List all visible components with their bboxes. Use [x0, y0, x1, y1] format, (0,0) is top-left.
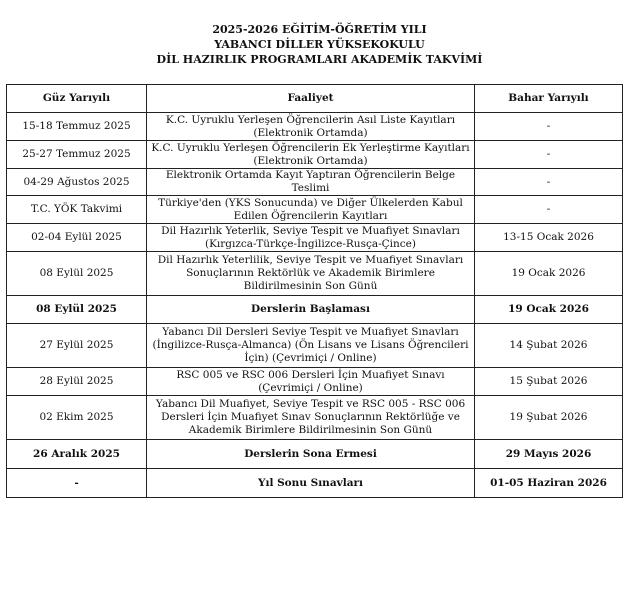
bahar-cell: 01-05 Haziran 2026: [475, 469, 623, 498]
faaliyet-cell: K.C. Uyruklu Yerleşen Öğrencilerin Asıl Liste Kayıtları (Elektronik Ortamda): [147, 113, 475, 141]
guz-cell: 08 Eylül 2025: [7, 296, 147, 324]
faaliyet-cell: Dil Hazırlık Yeterlik, Seviye Tespit ve Muafiyet Sınavları (Kırgızca-Türkçe-İngilizce-Rusça-Çince): [147, 224, 475, 252]
guz-cell: 26 Aralık 2025: [7, 440, 147, 469]
table-row: [7, 469, 623, 498]
faaliyet-cell: Yıl Sonu Sınavları: [147, 469, 475, 498]
academic-calendar-table: [6, 84, 623, 498]
table-row: [7, 196, 623, 224]
column-header-faaliyet: Faaliyet: [147, 85, 475, 113]
faaliyet-cell: K.C. Uyruklu Yerleşen Öğrencilerin Ek Yerleştirme Kayıtları (Elektronik Ortamda): [147, 141, 475, 169]
table-row: [7, 113, 623, 141]
column-header-bahar: Bahar Yarıyılı: [475, 85, 623, 113]
faaliyet-cell: Yabancı Dil Muafiyet, Seviye Tespit ve RSC 005 - RSC 006 Dersleri İçin Muafiyet Sınav Sonuçlarının Rektörlüğe ve Akademik Birimlere Bildirilmesinin Son Günü: [147, 396, 475, 440]
bahar-cell: 13-15 Ocak 2026: [475, 224, 623, 252]
table-row: [7, 368, 623, 396]
table-row: [7, 224, 623, 252]
faaliyet-cell: Yabancı Dil Dersleri Seviye Tespit ve Muafiyet Sınavları (İngilizce-Rusça-Almanca) (Ön Lisans ve Lisans Öğrencileri İçin) (Çevrimiçi / Online): [147, 324, 475, 368]
faaliyet-cell: RSC 005 ve RSC 006 Dersleri İçin Muafiyet Sınavı (Çevrimiçi / Online): [147, 368, 475, 396]
bahar-cell: 14 Şubat 2026: [475, 324, 623, 368]
faaliyet-cell: Elektronik Ortamda Kayıt Yaptıran Öğrencilerin Belge Teslimi: [147, 169, 475, 196]
table-row: [7, 396, 623, 440]
guz-cell: 04-29 Ağustos 2025: [7, 169, 147, 196]
bahar-cell: 19 Ocak 2026: [475, 296, 623, 324]
guz-cell: 08 Eylül 2025: [7, 252, 147, 296]
bahar-cell: 15 Şubat 2026: [475, 368, 623, 396]
faaliyet-cell: Derslerin Başlaması: [147, 296, 475, 324]
guz-cell: 27 Eylül 2025: [7, 324, 147, 368]
header-title-line: DİL HAZIRLIK PROGRAMLARI AKADEMİK TAKVİMİ: [156, 53, 483, 66]
table-row: [7, 169, 623, 196]
guz-cell: 25-27 Temmuz 2025: [7, 141, 147, 169]
guz-cell: 02 Ekim 2025: [7, 396, 147, 440]
bahar-cell: -: [475, 196, 623, 224]
table-body: [7, 113, 623, 498]
guz-cell: 28 Eylül 2025: [7, 368, 147, 396]
bahar-cell: 19 Ocak 2026: [475, 252, 623, 296]
table-row: [7, 440, 623, 469]
table-row: [7, 324, 623, 368]
table-row: [7, 141, 623, 169]
faaliyet-cell: Derslerin Sona Ermesi: [147, 440, 475, 469]
faaliyet-cell: Dil Hazırlık Yeterlilik, Seviye Tespit ve Muafiyet Sınavları Sonuçlarının Rektörlük ve Akademik Birimlere Bildirilmesinin Son Günü: [147, 252, 475, 296]
bahar-cell: -: [475, 113, 623, 141]
column-header-guz: Güz Yarıyılı: [7, 85, 147, 113]
guz-cell: T.C. YÖK Takvimi: [7, 196, 147, 224]
bahar-cell: 19 Şubat 2026: [475, 396, 623, 440]
guz-cell: 15-18 Temmuz 2025: [7, 113, 147, 141]
table-header-row: [7, 85, 623, 113]
header-school-line: YABANCI DİLLER YÜKSEKOKULU: [214, 38, 425, 51]
bahar-cell: -: [475, 141, 623, 169]
faaliyet-cell: Türkiye'den (YKS Sonucunda) ve Diğer Ülkelerden Kabul Edilen Öğrencilerin Kayıtları: [147, 196, 475, 224]
guz-cell: 02-04 Eylül 2025: [7, 224, 147, 252]
bahar-cell: 29 Mayıs 2026: [475, 440, 623, 469]
guz-cell: -: [7, 469, 147, 498]
header-year-line: 2025-2026 EĞİTİM-ÖĞRETİM YILI: [212, 23, 427, 36]
bahar-cell: -: [475, 169, 623, 196]
document-header: [0, 22, 639, 67]
table-row: [7, 296, 623, 324]
table-row: [7, 252, 623, 296]
